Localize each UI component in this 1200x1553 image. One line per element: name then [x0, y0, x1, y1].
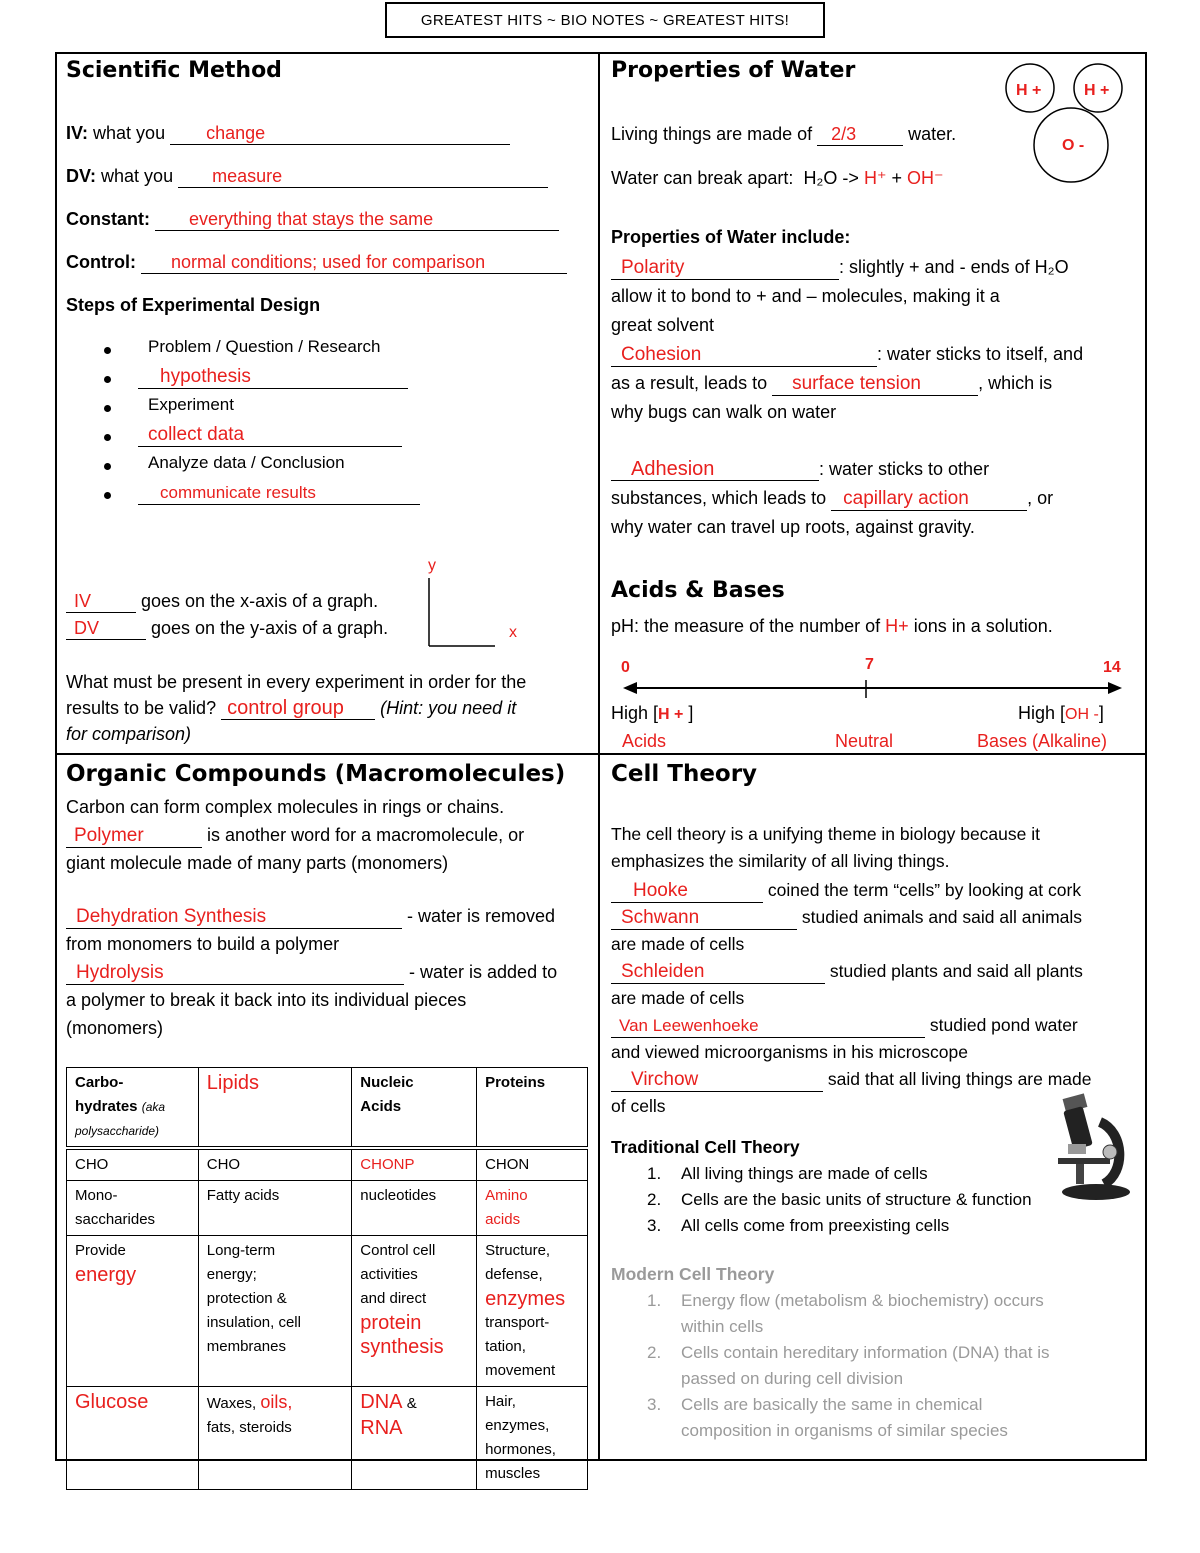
axis-y-label: y: [428, 557, 436, 574]
hydrogen-label: H +: [1084, 82, 1110, 99]
traditional-title: Traditional Cell Theory: [611, 1137, 800, 1157]
break-apart-line: Water can break apart: H₂O -> H⁺ + OH⁻: [611, 168, 944, 188]
hydrogen-label: H +: [1016, 82, 1042, 99]
list-item: 3. Cells are basically the same in chemical composition in organisms of similar species: [647, 1395, 1008, 1440]
ph-scale: [611, 652, 1141, 702]
traditional-list: [611, 1161, 1131, 1239]
table-cell: CHON: [477, 1148, 588, 1181]
hydrolysis-answer: Hydrolysis: [66, 962, 404, 985]
table-cell: Control cell activities and direct protein synthesis: [352, 1236, 477, 1387]
table-cell: Long-term energy; protection & insulation, cell membranes: [198, 1236, 352, 1387]
table-cell: Hair, enzymes, hormones, muscles: [477, 1387, 588, 1490]
list-item: Experiment: [66, 395, 466, 424]
table-cell: Provide energy: [67, 1236, 199, 1387]
adhesion-block: Adhesion : water sticks to other substances, which leads to capillary action , or why water can travel up roots, against gravity.: [611, 458, 1054, 537]
table-cell: Structure, defense, enzymes transport- tation, movement: [477, 1236, 588, 1387]
capillary-answer: capillary action: [831, 488, 1027, 511]
list-item: 1. Energy flow (metabolism & biochemistry) occurs within cells: [647, 1291, 1044, 1336]
section-title: Acids & Bases: [611, 578, 785, 603]
table-row: [67, 1181, 588, 1236]
iv-axis-line: IV goes on the x-axis of a graph.: [66, 588, 378, 614]
table-cell: Carbo- hydrates (aka polysaccharide): [67, 1068, 199, 1149]
list-item: Problem / Question / Research: [66, 337, 466, 366]
table-row: [67, 1387, 588, 1490]
section-title: Scientific Method: [66, 58, 282, 83]
axis-x-label: x: [509, 624, 517, 641]
list-item: 2. Cells are the basic units of structure & function: [647, 1190, 1032, 1209]
hooke-answer: Hooke: [611, 880, 763, 903]
mini-axes-graph: [420, 548, 530, 658]
dehydration-answer: Dehydration Synthesis: [66, 906, 402, 929]
oxygen-label: O -: [1062, 137, 1085, 154]
macromolecule-table: [66, 1067, 588, 1490]
polymer-answer: Polymer: [66, 825, 202, 848]
steps-title: Steps of Experimental Design: [66, 295, 321, 315]
control-answer: normal conditions; used for comparison: [141, 251, 567, 274]
list-item: 3. All cells come from preexisting cells: [647, 1216, 950, 1235]
constant-line: Constant: everything that stays the same: [66, 206, 559, 232]
ph-definition: pH: the measure of the number of H+ ions in a solution.: [611, 616, 1053, 636]
organic-body: Carbon can form complex molecules in rings or chains. Polymer is another word for a macromolecule, or giant molecule made of many parts (monomers) Dehydration Synthesis - water is removed from monomers to build a polymer Hydrolysis - water is added to a polymer to break it back into its individual pieces (monomers): [66, 797, 558, 1038]
dv-axis-line: DV goes on the y-axis of a graph.: [66, 615, 388, 641]
cohesion-answer: Cohesion: [611, 344, 877, 367]
table-cell: CHO: [67, 1148, 199, 1181]
water-molecule-icon: [1000, 60, 1135, 185]
list-item: collect data: [66, 424, 466, 453]
cell-body: The cell theory is a unifying theme in biology because it emphasizes the similarity of all living things. Hooke coined the term “cells” by looking at cork Schwann studied animals and said all animals are made of cells Schleiden studied plants and said all plants are made of cells Van Leewenhoeke studied pond water and viewed microorganisms in his microscope Virchow said that all living things are made of cells: [611, 824, 1092, 1116]
control-line: Control: normal conditions; used for comparison: [66, 249, 567, 275]
table-cell: Nucleic Acids: [352, 1068, 477, 1149]
dv-answer: measure: [178, 165, 548, 188]
adhesion-answer: Adhesion: [611, 458, 819, 481]
iv-line: IV: what you change: [66, 120, 510, 146]
ph-7-label: 7: [865, 656, 874, 673]
table-header-row: [67, 1068, 588, 1149]
table-cell: Mono- saccharides: [67, 1181, 199, 1236]
made-of-line: Living things are made of 2/3 water.: [611, 124, 957, 144]
page-header: [385, 2, 825, 38]
high-oh-label: High [OH -]: [1018, 703, 1104, 723]
steps-list: [66, 337, 466, 511]
virchow-answer: Virchow: [611, 1069, 823, 1092]
ph-14-label: 14: [1103, 659, 1121, 676]
surface-tension-answer: surface tension: [772, 373, 978, 396]
table-cell: DNA & RNA: [352, 1387, 477, 1490]
table-cell: CHO: [198, 1148, 352, 1181]
valid-question: What must be present in every experiment in order for the results to be valid? control group (Hint: you need it for comparison): [66, 672, 527, 744]
page-title: GREATEST HITS ~ BIO NOTES ~ GREATEST HITS!: [420, 11, 790, 29]
modern-title: Modern Cell Theory: [611, 1264, 775, 1284]
section-title: Cell Theory: [611, 761, 758, 787]
bases-label: Bases (Alkaline): [977, 731, 1108, 751]
schwann-answer: Schwann: [611, 907, 797, 930]
table-row: [67, 1236, 588, 1387]
ph-0-label: 0: [621, 659, 630, 676]
leeuwenhoek-answer: Van Leewenhoeke: [611, 1015, 925, 1038]
modern-list: [611, 1288, 1131, 1444]
table-cell: Waxes, oils, fats, steroids: [198, 1387, 352, 1490]
table-cell: Amino acids: [477, 1181, 588, 1236]
schleiden-answer: Schleiden: [611, 961, 825, 984]
constant-answer: everything that stays the same: [155, 208, 559, 231]
list-item: 1. All living things are made of cells: [647, 1164, 928, 1183]
dv-line: DV: what you measure: [66, 163, 548, 189]
table-row: [67, 1148, 588, 1181]
table-cell: Proteins: [477, 1068, 588, 1149]
table-cell: Fatty acids: [198, 1181, 352, 1236]
high-h-label: High [H + ]: [611, 703, 694, 723]
table-cell: Lipids: [198, 1068, 352, 1149]
list-item: hypothesis: [66, 366, 466, 395]
neutral-label: Neutral: [835, 731, 894, 751]
polarity-block: Polarity : slightly + and - ends of H₂O allow it to bond to + and – molecules, making it a great solvent Cohesion : water sticks to itself, and as a result, leads to surface tension , which is why bugs can walk on water: [611, 257, 1084, 422]
list-item: Analyze data / Conclusion: [66, 453, 466, 482]
table-cell: nucleotides: [352, 1181, 477, 1236]
list-item: 2. Cells contain hereditary information (DNA) that is passed on during cell division: [647, 1343, 1050, 1388]
section-title: Organic Compounds (Macromolecules): [66, 761, 566, 787]
table-cell: CHONP: [352, 1148, 477, 1181]
vertical-divider: [598, 52, 600, 1461]
section-title: Properties of Water: [611, 58, 856, 83]
valid-answer: control group: [221, 697, 375, 720]
list-item: communicate results: [66, 482, 466, 511]
iv-answer: change: [170, 122, 510, 145]
props-title: Properties of Water include:: [611, 227, 851, 247]
acids-label: Acids: [622, 731, 667, 751]
polarity-answer: Polarity: [611, 257, 839, 280]
table-cell: Glucose: [67, 1387, 199, 1490]
